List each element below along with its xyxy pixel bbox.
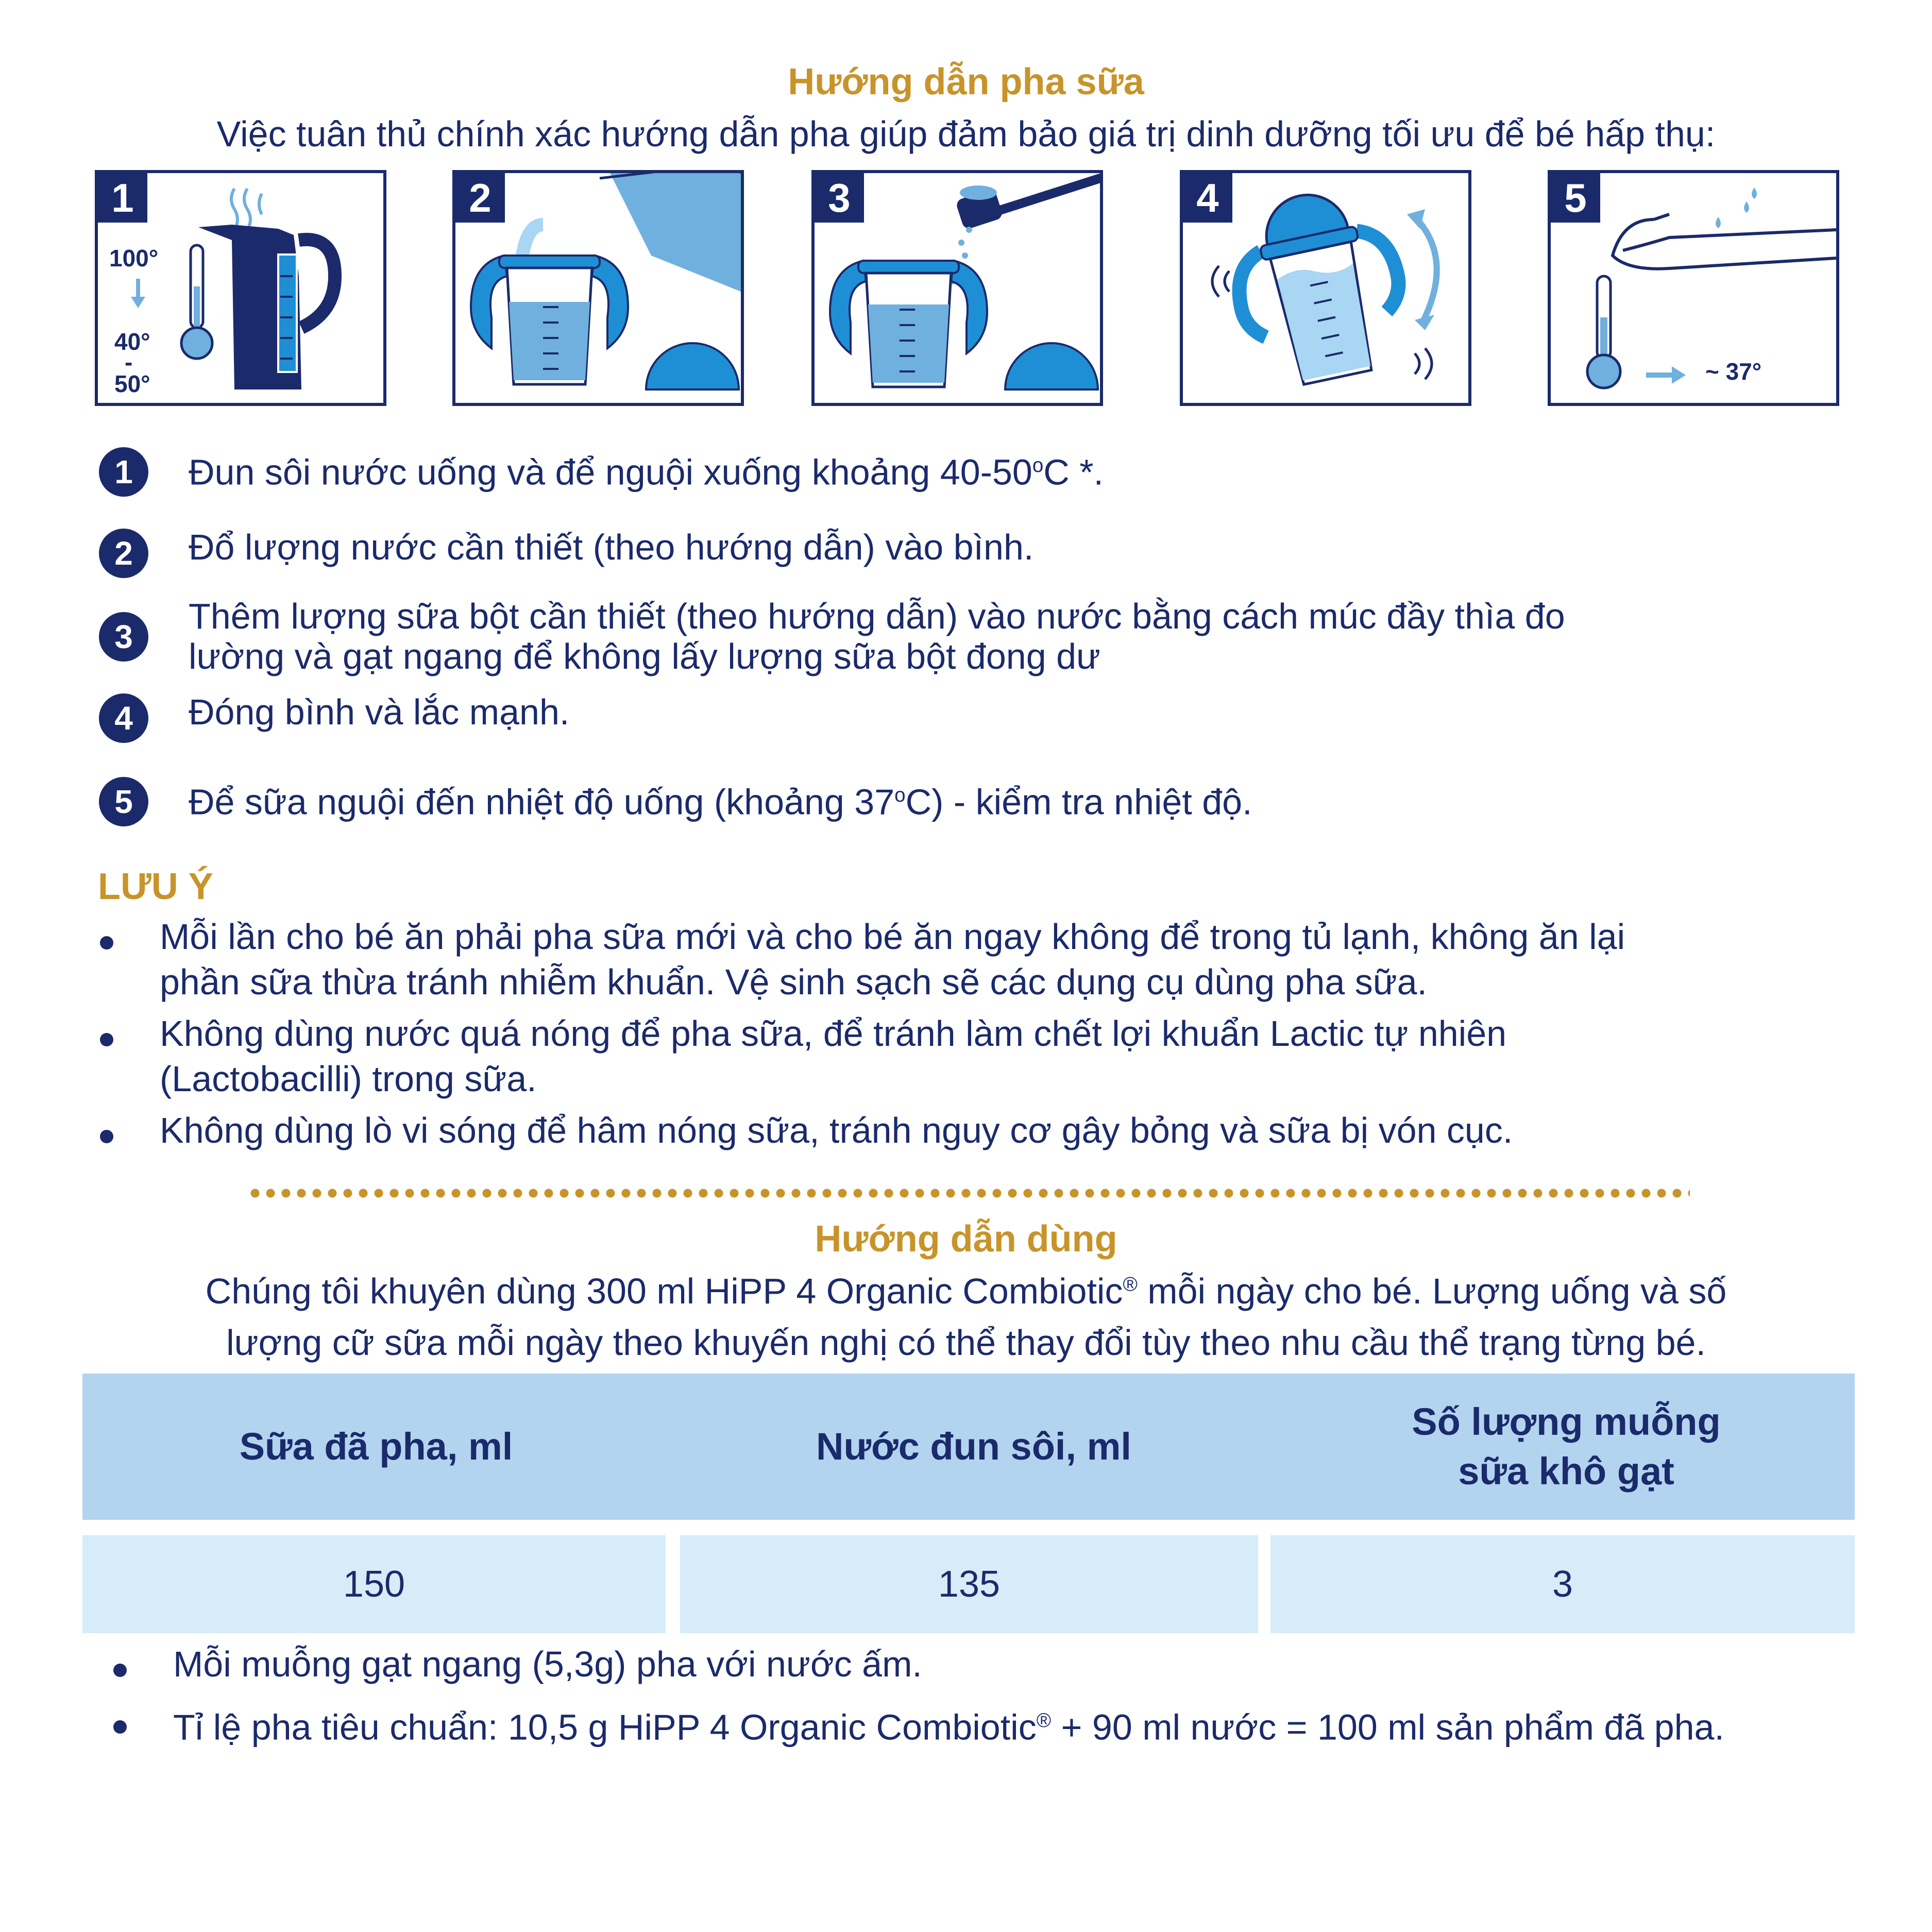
step-3-marker: 3 [99,612,148,662]
step-1-marker: 1 [99,447,148,497]
note-1-line2: phần sữa thừa tránh nhiễm khuẩn. Vệ sinh sạch sẽ các dụng cụ dùng pha sữa. [160,962,1427,1002]
step-4-illustration [1180,170,1471,406]
step-1-badge: 1 [98,173,147,223]
footnote-2: Tỉ lệ pha tiêu chuẩn: 10,5 g HiPP 4 Organic Combiotic® + 90 ml nước = 100 ml sản phẩm đã pha. [173,1707,1724,1748]
step-1-illustration [95,170,386,406]
col-header-prepared-milk: Sữa đã pha, ml [239,1425,513,1468]
step-4-text: Đóng bình và lắc mạnh. [189,692,570,732]
step-2-text: Đổ lượng nước cần thiết (theo hướng dẫn) vào bình. [189,527,1034,567]
temp-range-b-label: 50° [114,370,150,397]
step-5-illustration [1548,170,1839,406]
step-3-badge: 3 [815,173,864,223]
target-temp-label: ~ 37° [1705,358,1762,385]
note-2-line1: Không dùng nước quá nóng để pha sữa, để tránh làm chết lợi khuẩn Lactic tự nhiên [160,1013,1507,1054]
cell-scoops: 3 [1270,1535,1855,1633]
temp-range-dash: - [125,349,133,376]
col-header-boiled-water: Nước đun sôi, ml [816,1425,1131,1468]
dosage-table-header [82,1374,1855,1520]
step-2-illustration [452,170,744,406]
cell-prepared-milk: 150 [82,1535,666,1633]
note-3-bullet [100,1130,113,1143]
note-2-line2: (Lactobacilli) trong sữa. [160,1059,537,1099]
prep-title: Hướng dẫn pha sữa [788,61,1144,103]
footnote-1: Mỗi muỗng gạt ngang (5,3g) pha với nước ấm. [173,1644,922,1684]
cell-boiled-water: 135 [680,1535,1258,1633]
step-1-text: Đun sôi nước uống và để nguội xuống khoảng 40-50$^o$C *. [189,452,1104,493]
step-5-marker: 5 [99,777,148,826]
step-3-text-line2: lường và gạt ngang để không lấy lượng sữa bột đong dư [189,636,1100,676]
note-1-line1: Mỗi lần cho bé ăn phải pha sữa mới và cho bé ăn ngay không để trong tủ lạnh, không ăn lại [160,917,1625,957]
step-2-marker: 2 [99,529,148,578]
usage-intro-line1: Chúng tôi khuyên dùng 300 ml HiPP 4 Organic Combiotic® mỗi ngày cho bé. Lượng uống và số [205,1271,1727,1311]
prep-intro: Việc tuân thủ chính xác hướng dẫn pha giúp đảm bảo giá trị dinh dưỡng tối ưu để bé hấp thụ: [216,114,1716,154]
step-2-badge: 2 [455,173,505,223]
step-4-badge: 4 [1183,173,1232,223]
footnote-2-bullet [113,1720,127,1734]
note-1-bullet [100,936,113,950]
notes-title: LƯU Ý [98,866,213,907]
temp-range-a-label: 40° [114,328,150,355]
temp-start-label: 100° [109,245,159,272]
usage-title: Hướng dẫn dùng [815,1218,1117,1260]
step-4-marker: 4 [99,693,148,743]
step-3-illustration [811,170,1103,406]
col-header-scoops: Số lượng muỗng sữa khô gạt [1412,1400,1721,1493]
usage-intro-line2: lượng cữ sữa mỗi ngày theo khuyến nghị có thể thay đổi tùy theo nhu cầu thể trạng từng bé. [226,1323,1706,1363]
step-5-badge: 5 [1551,173,1600,223]
dotted-divider [247,1188,1690,1198]
step-3-text-line1: Thêm lượng sữa bột cần thiết (theo hướng dẫn) vào nước bằng cách múc đầy thìa đo [189,596,1565,636]
note-2-bullet [100,1033,113,1046]
footnote-1-bullet [113,1664,127,1677]
note-3-line1: Không dùng lò vi sóng để hâm nóng sữa, tránh nguy cơ gây bỏng và sữa bị vón cục. [160,1110,1513,1150]
step-5-text: Để sữa nguội đến nhiệt độ uống (khoảng 37$^o$C) - kiểm tra nhiệt độ. [189,782,1252,822]
